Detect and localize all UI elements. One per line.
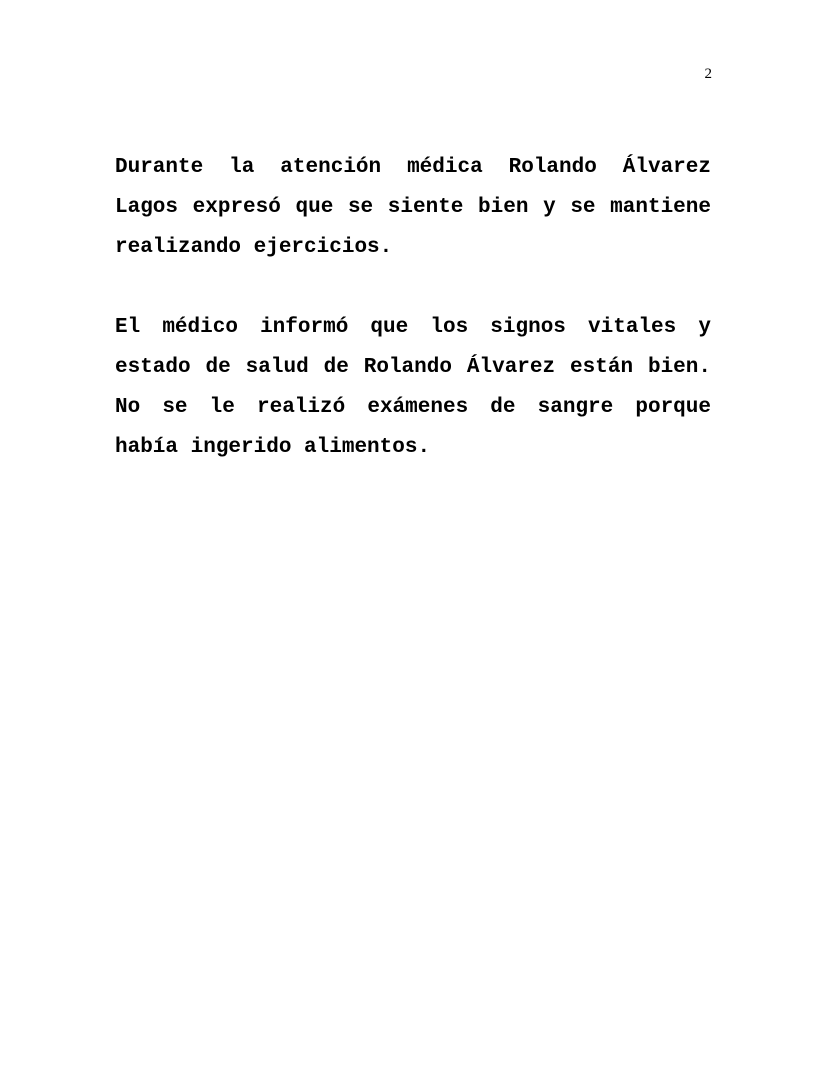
paragraph-doctor-report: El médico informó que los signos vitales y estado de salud de Rolando Álvarez están bien. No se le realizó exámenes de sangre porque había ingerido alimentos. (115, 316, 711, 459)
page-number: 2 (704, 66, 712, 82)
document-body (115, 148, 711, 508)
paragraph-medical-attention: Durante la atención médica Rolando Álvarez Lagos expresó que se siente bien y se mantiene realizando ejercicios. (115, 156, 711, 259)
